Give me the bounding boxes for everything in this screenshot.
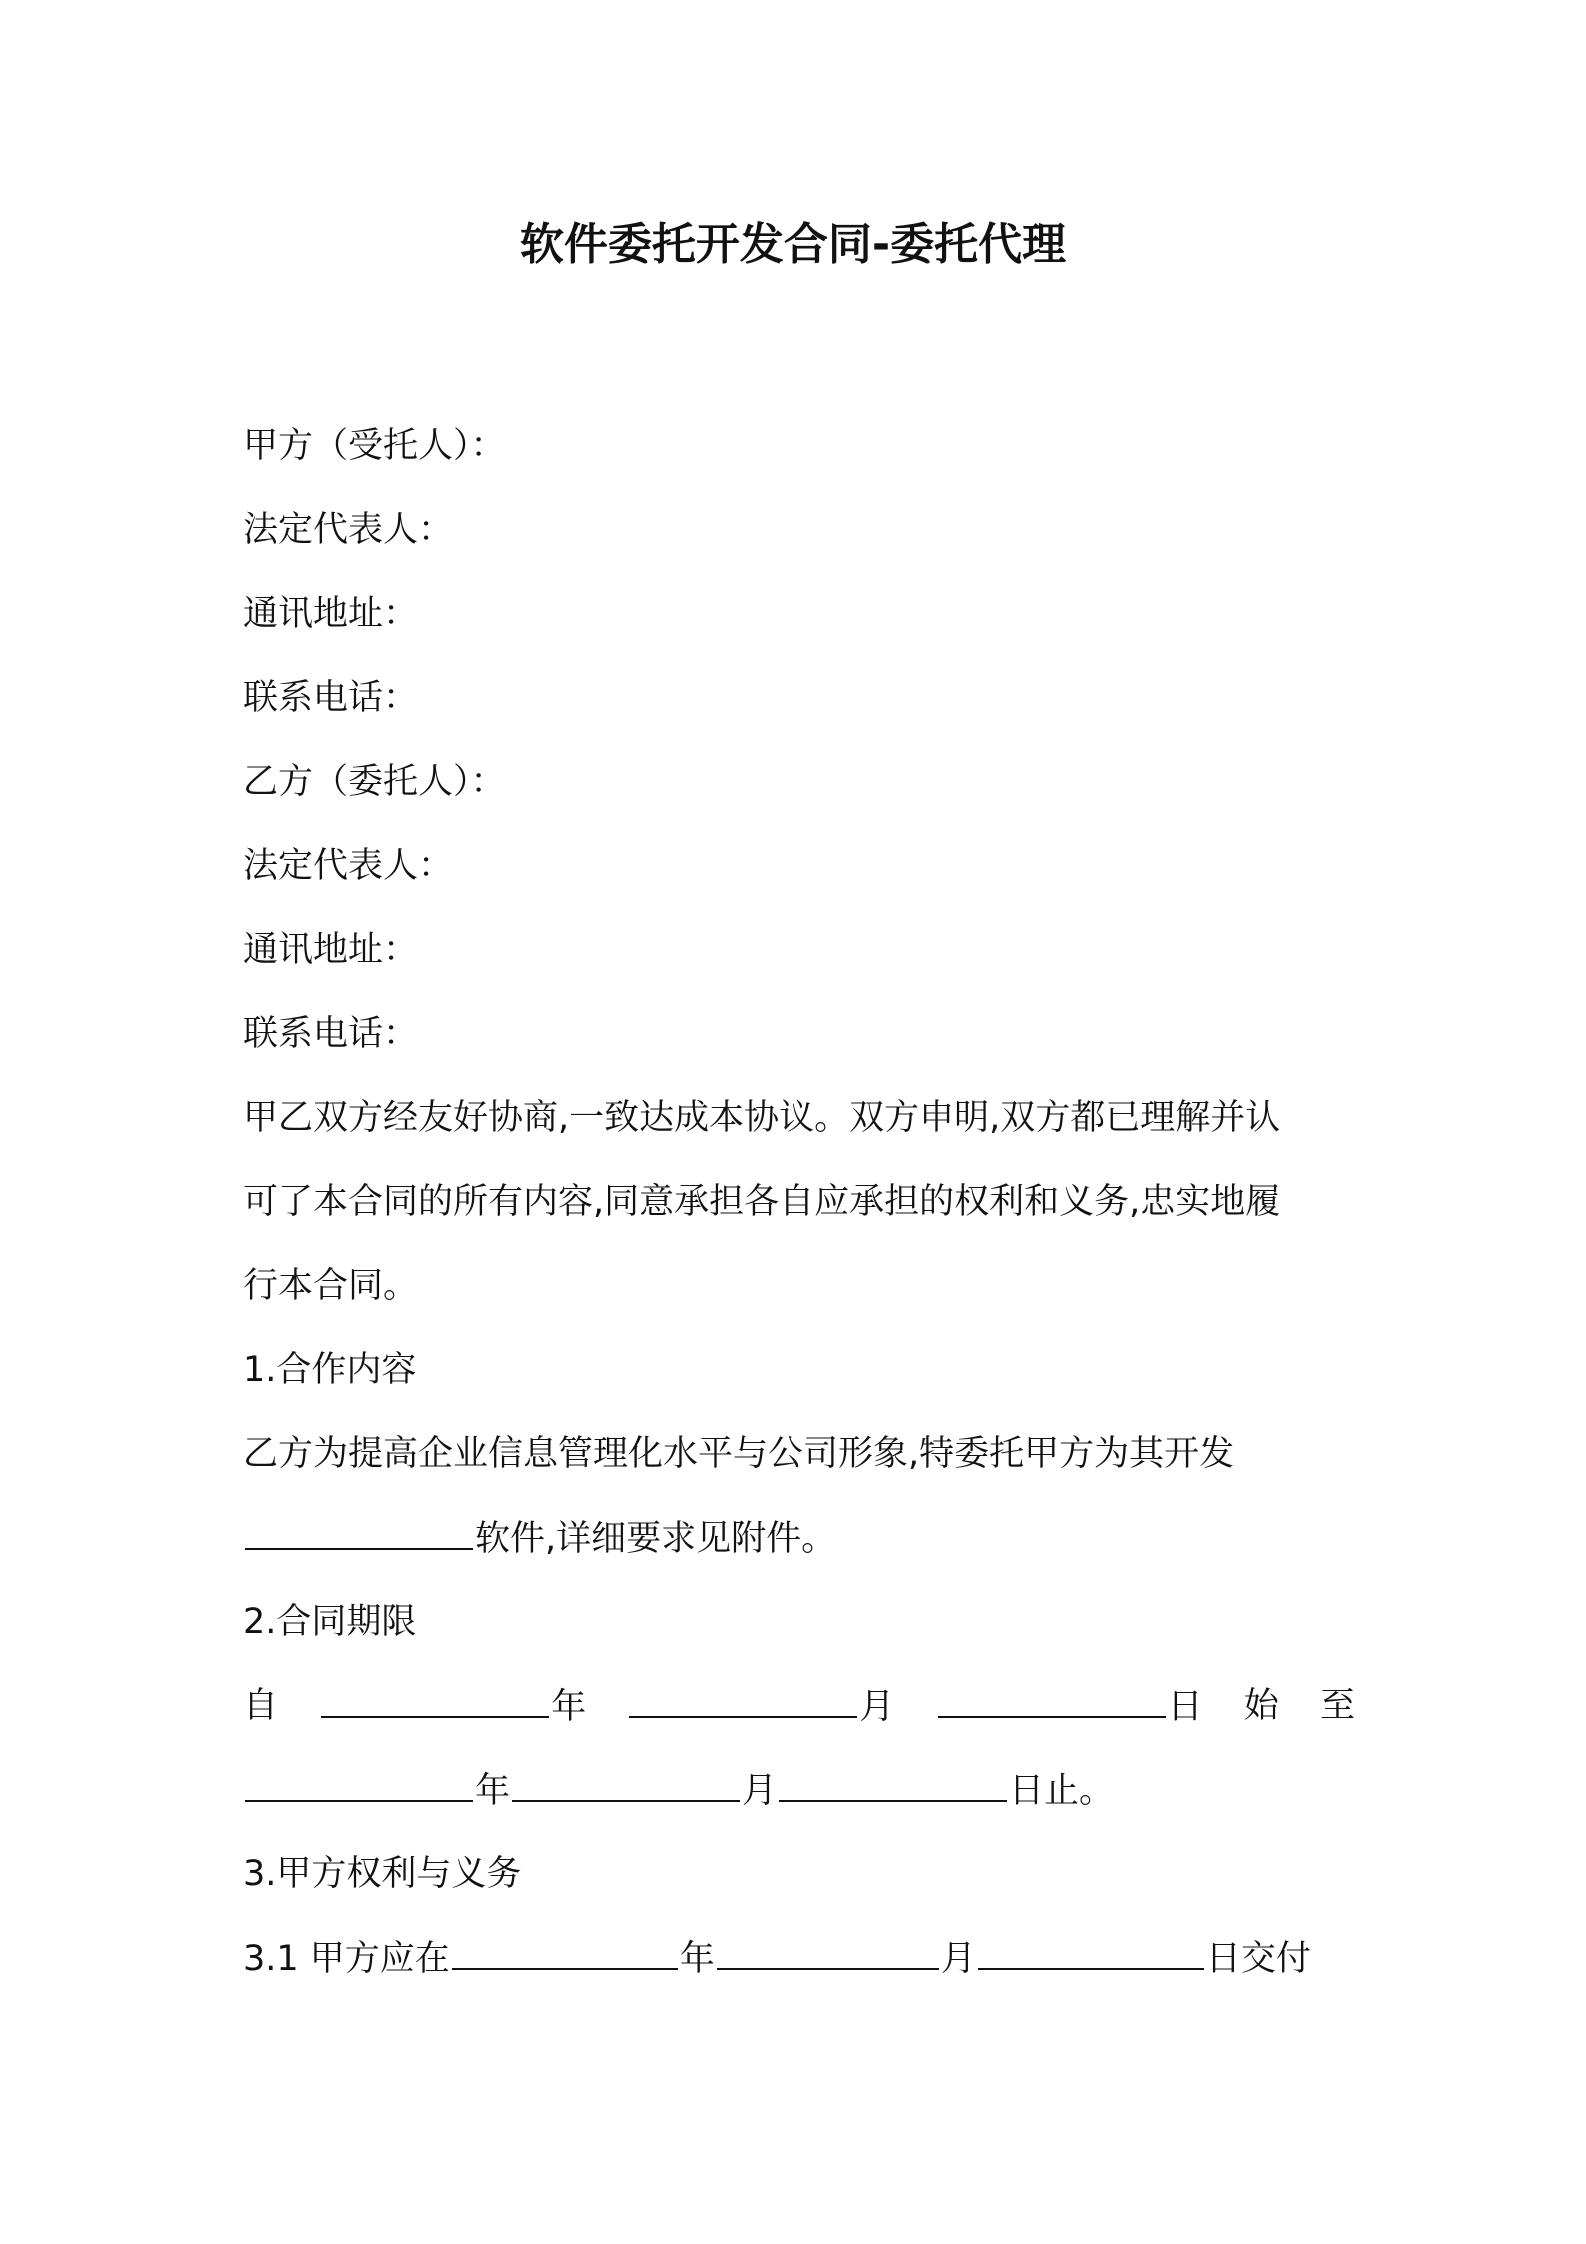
contract-period-start-line <box>243 1664 1355 1748</box>
start-day-group <box>936 1664 1203 1748</box>
party-b-address-label: 通讯地址： <box>243 930 419 970</box>
party-a-representative-label: 法定代表人： <box>243 510 454 550</box>
document-body <box>243 404 1355 2000</box>
start-text: 始 <box>1243 1686 1279 1726</box>
from-text: 自 <box>243 1686 279 1726</box>
preamble-line: 甲乙双方经友好协商,一致达成本协议。双方申明,双方都已理解并认 <box>243 1098 1281 1138</box>
party-b-label: 乙方（委托人）： <box>243 762 506 802</box>
item-3-1-suffix: 日交付 <box>1205 1939 1311 1979</box>
document-title: 软件委托开发合同-委托代理 <box>519 219 1067 270</box>
year-text: 年 <box>475 1771 511 1811</box>
start-date-group <box>319 1664 586 1748</box>
end-year-blank[interactable] <box>245 1748 473 1802</box>
preamble-line: 可了本合同的所有内容,同意承担各自应承担的权利和义务,忠实地履 <box>243 1182 1281 1222</box>
delivery-year-blank[interactable] <box>452 1916 678 1970</box>
software-name-blank[interactable] <box>245 1496 473 1550</box>
start-month-group <box>627 1664 894 1748</box>
contract-period-end-line <box>243 1748 1355 1832</box>
party-b-representative-label: 法定代表人： <box>243 846 454 886</box>
year-text: 年 <box>551 1687 587 1727</box>
section-3-heading: 3.甲方权利与义务 <box>243 1854 522 1894</box>
day-text: 日 <box>1167 1687 1203 1727</box>
delivery-month-blank[interactable] <box>717 1916 939 1970</box>
party-a-label: 甲方（受托人）： <box>243 426 506 466</box>
start-year-blank[interactable] <box>321 1664 549 1718</box>
preamble-paragraph <box>243 1076 1355 1328</box>
delivery-day-blank[interactable] <box>978 1916 1204 1970</box>
section-2-heading: 2.合同期限 <box>243 1602 417 1642</box>
item-3-1-prefix: 3.1 甲方应在 <box>243 1939 450 1979</box>
party-b-phone-label: 联系电话： <box>243 1014 419 1054</box>
month-text: 月 <box>859 1687 895 1727</box>
month-text: 月 <box>940 1939 976 1979</box>
section-1-heading: 1.合作内容 <box>243 1350 417 1390</box>
party-a-phone-label: 联系电话： <box>243 678 419 718</box>
section-1-suffix: 软件,详细要求见附件。 <box>475 1519 837 1559</box>
section-3-1-line <box>243 1916 1355 2000</box>
end-day-blank[interactable] <box>779 1748 1007 1802</box>
to-text: 至 <box>1319 1686 1355 1726</box>
end-day-text: 日止。 <box>1009 1771 1115 1811</box>
preamble-line: 行本合同。 <box>243 1266 419 1306</box>
start-month-blank[interactable] <box>629 1664 857 1718</box>
month-text: 月 <box>742 1771 778 1811</box>
start-day-blank[interactable] <box>938 1664 1166 1718</box>
section-1-text-line <box>243 1496 1355 1580</box>
year-text: 年 <box>679 1939 715 1979</box>
section-1-text-line: 乙方为提高企业信息管理化水平与公司形象,特委托甲方为其开发 <box>243 1434 1235 1474</box>
end-month-blank[interactable] <box>512 1748 740 1802</box>
party-a-address-label: 通讯地址： <box>243 594 419 634</box>
